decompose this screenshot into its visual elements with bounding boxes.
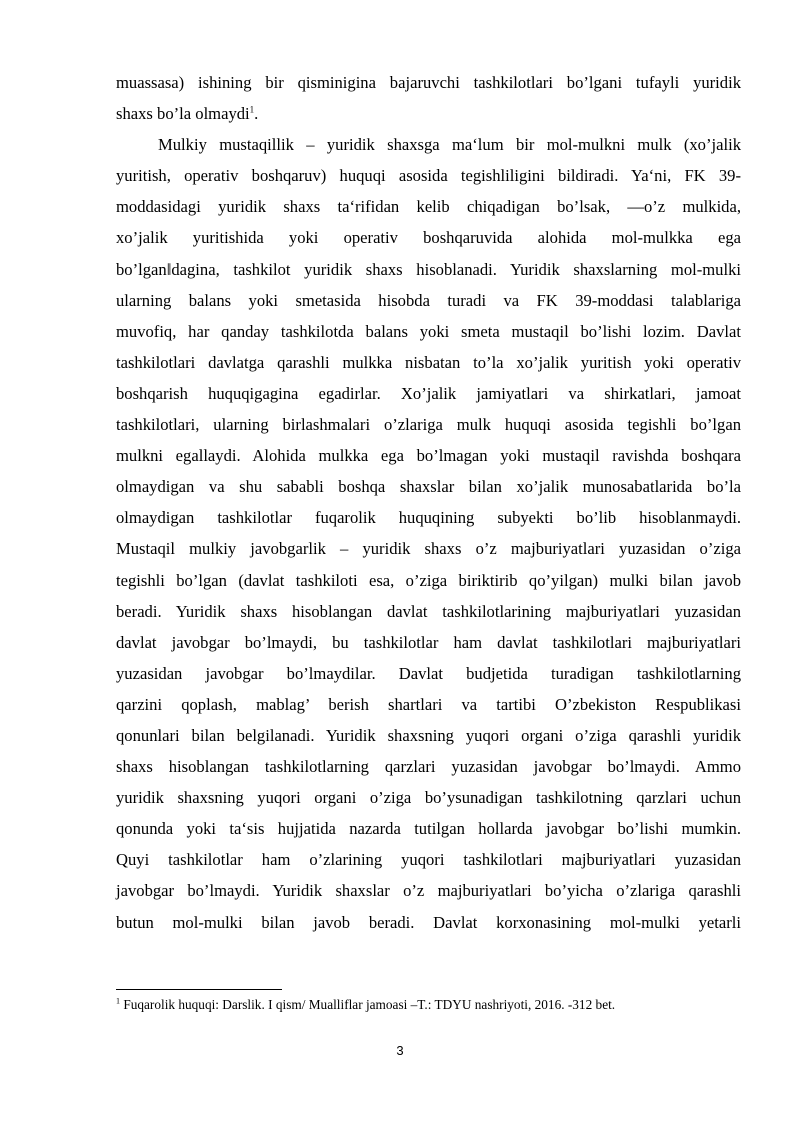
text-line: mulkni egallaydi. Alohida mulkka ega bo’lmagan yoki mustaqil ravishda boshqara <box>116 446 741 466</box>
text-line: muvofiq, har qanday tashkilotda balans yoki smeta mustaqil bo’lishi lozim. Davlat <box>116 321 741 341</box>
text-line: beradi. Yuridik shaxs hisoblangan davlat tashkilotlarining majburiyatlari yuzasidan <box>116 601 741 621</box>
footnote <box>116 996 741 1014</box>
text-line: davlat javobgar bo’lmaydi, bu tashkilotlar ham davlat tashkilotlari majburiyatlari <box>116 632 741 652</box>
text-line: moddasidagi yuridik shaxs ta‘rifidan kelib chiqadigan bo’lsak, ―o’z mulkida, <box>116 197 741 217</box>
text-line: qonunda yoki ta‘sis hujjatida nazarda tutilgan hollarda javobgar bo’lishi mumkin. <box>116 819 741 839</box>
text-line: tashkilotlari davlatga qarashli mulkka nisbatan to’la xo’jalik yuritish yoki operativ <box>116 352 741 372</box>
text-line-with-footnote <box>116 98 741 129</box>
text-line: qonunlari bilan belgilanadi. Yuridik shaxsning yuqori organi o’ziga qarashli yuridik <box>116 725 741 745</box>
text-line-content: shaxs bo’la olmaydi <box>116 104 250 124</box>
text-line: boshqarish huquqigagina egadirlar. Xo’jalik jamiyatlari va shirkatlari, jamoat <box>116 383 741 403</box>
text-line: shaxs hisoblangan tashkilotlarning qarzlari yuzasidan javobgar bo’lmaydi. Ammo <box>116 757 741 777</box>
text-line: qarzini qoplash, mablag’ berish shartlari va tartibi O’zbekiston Respublikasi <box>116 694 741 714</box>
text-line: ularning balans yoki smetasida hisobda turadi va FK 39-moddasi talablariga <box>116 290 741 310</box>
footnote-marker: 1 <box>116 996 120 1006</box>
text-line: yuzasidan javobgar bo’lmaydilar. Davlat budjetida turadigan tashkilotlarning <box>116 663 741 683</box>
text-line: muassasa) ishining bir qisminigina bajaruvchi tashkilotlari bo’lgani tufayli yuridik <box>116 73 741 92</box>
text-line: butun mol-mulki bilan javob beradi. Davlat korxonasining mol-mulki yetarli <box>116 912 741 932</box>
footnote-separator <box>116 989 282 990</box>
body-text <box>116 67 741 938</box>
text-line: Quyi tashkilotlar ham o’zlarining yuqori tashkilotlari majburiyatlari yuzasidan <box>116 850 741 870</box>
text-line: tashkilotlari, ularning birlashmalari o’zlariga mulk huquqi asosida tegishli bo’lgan <box>116 415 741 435</box>
text-line: olmaydigan va shu sababli boshqa shaxslar bilan xo’jalik munosabatlarida bo’la <box>116 477 741 497</box>
text-line: yuritish, operativ boshqaruv) huquqi asosida tegishliligini bildiradi. Ya‘ni, FK 39- <box>116 166 741 186</box>
paragraph-first-line: Mulkiy mustaqillik – yuridik shaxsga ma‘lum bir mol-mulkni mulk (xo’jalik <box>158 135 741 155</box>
page-number: 3 <box>396 1043 404 1058</box>
text-line: tegishli bo’lgan (davlat tashkiloti esa, o’ziga biriktirib qo’yilgan) mulki bilan javob <box>116 570 741 590</box>
footnote-text: Fuqarolik huquqi: Darslik. I qism/ Mualliflar jamoasi –T.: TDYU nashriyoti, 2016. -312 bet. <box>120 997 616 1012</box>
text-line: xo’jalik yuritishida yoki operativ boshqaruvida alohida mol-mulkka ega <box>116 228 741 248</box>
text-line: bo’lganǁdagina, tashkilot yuridik shaxs hisoblanadi. Yuridik shaxslarning mol-mulki <box>116 259 741 279</box>
text-line: yuridik shaxsning yuqori organi o’ziga bo’ysunadigan tashkilotning qarzlari uchun <box>116 788 741 808</box>
footnote-reference[interactable]: 1 <box>249 104 255 115</box>
text-line: javobgar bo’lmaydi. Yuridik shaxslar o’z majburiyatlari bo’yicha o’zlariga qarashli <box>116 881 741 901</box>
text-line: Mustaqil mulkiy javobgarlik – yuridik shaxs o’z majburiyatlari yuzasidan o’ziga <box>116 539 741 559</box>
sentence-end: . <box>254 104 259 124</box>
text-line: olmaydigan tashkilotlar fuqarolik huquqining subyekti bo’lib hisoblanmaydi. <box>116 508 741 528</box>
